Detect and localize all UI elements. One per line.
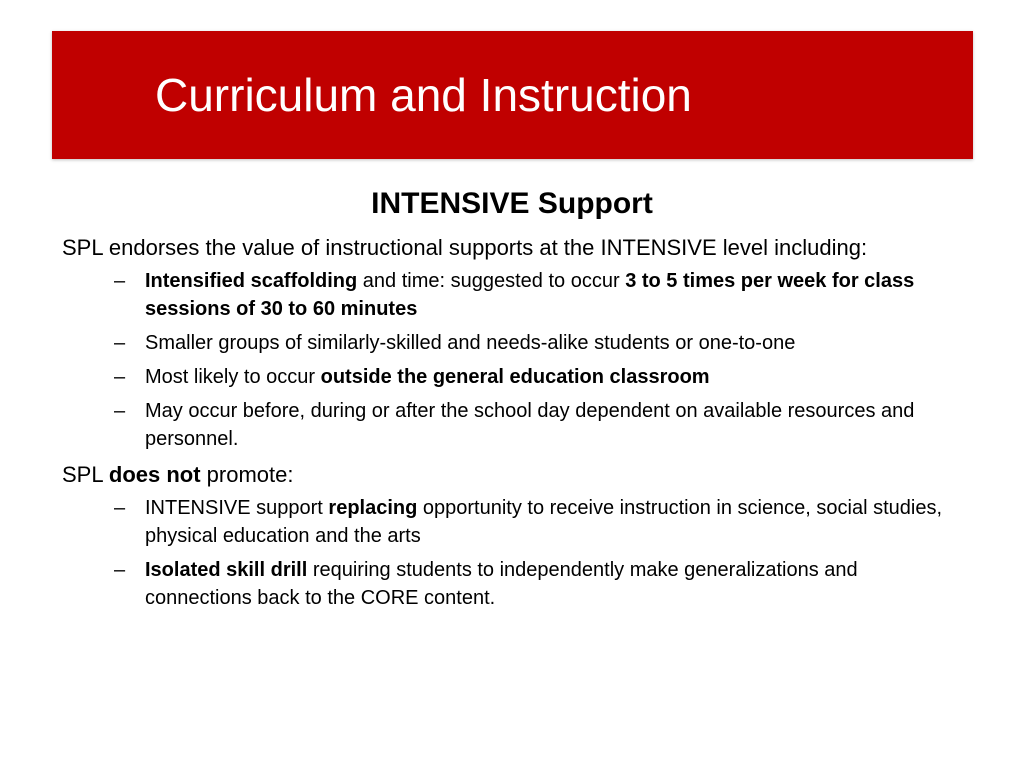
section-heading: INTENSIVE Support: [371, 187, 653, 220]
list-item: [62, 363, 962, 391]
endorses-list: [62, 267, 962, 453]
body-text: promote:: [200, 462, 294, 487]
body-text: Most likely to occur: [145, 366, 321, 388]
list-item: [62, 556, 962, 612]
bold-text: replacing: [328, 497, 418, 519]
dash-bullet: –: [114, 559, 126, 581]
title-banner: [52, 31, 973, 159]
bold-text: outside the general education classroom: [320, 366, 710, 388]
body-text: Smaller groups of similarly-skilled and needs-alike students or one-to-one: [145, 332, 796, 354]
bold-text: 3 to 5 times per week for class sessions of 30 to 60 minutes: [145, 270, 915, 320]
body-text: May occur before, during or after the school day dependent on available resources and personnel.: [145, 400, 915, 450]
bold-text: Intensified scaffolding: [145, 270, 358, 292]
bold-text: Isolated skill drill: [145, 559, 308, 581]
dash-bullet: –: [114, 332, 126, 354]
slide-title: Curriculum and Instruction: [155, 69, 692, 121]
dash-bullet: –: [114, 497, 126, 519]
body-text: SPL: [62, 462, 109, 487]
does-not-promote-list: [62, 494, 962, 612]
dash-bullet: –: [114, 400, 126, 422]
list-item: [62, 397, 962, 453]
bold-text: does not: [108, 462, 201, 487]
dash-bullet: –: [114, 270, 126, 292]
does-not-promote-paragraph: [62, 461, 962, 488]
body-text: and time: suggested to occur: [357, 270, 626, 292]
list-item: [62, 267, 962, 323]
dash-bullet: –: [114, 366, 126, 388]
list-item: [62, 494, 962, 550]
endorses-paragraph: SPL endorses the value of instructional supports at the INTENSIVE level including:: [62, 235, 868, 260]
list-item: [62, 329, 962, 357]
body-text: INTENSIVE support: [145, 497, 329, 519]
body-text: opportunity to receive instruction in science, social studies, physical education and the arts: [145, 497, 943, 547]
body-text: requiring students to independently make generalizations and connections back to the CORE content.: [145, 559, 858, 609]
slide-content: [62, 184, 962, 620]
